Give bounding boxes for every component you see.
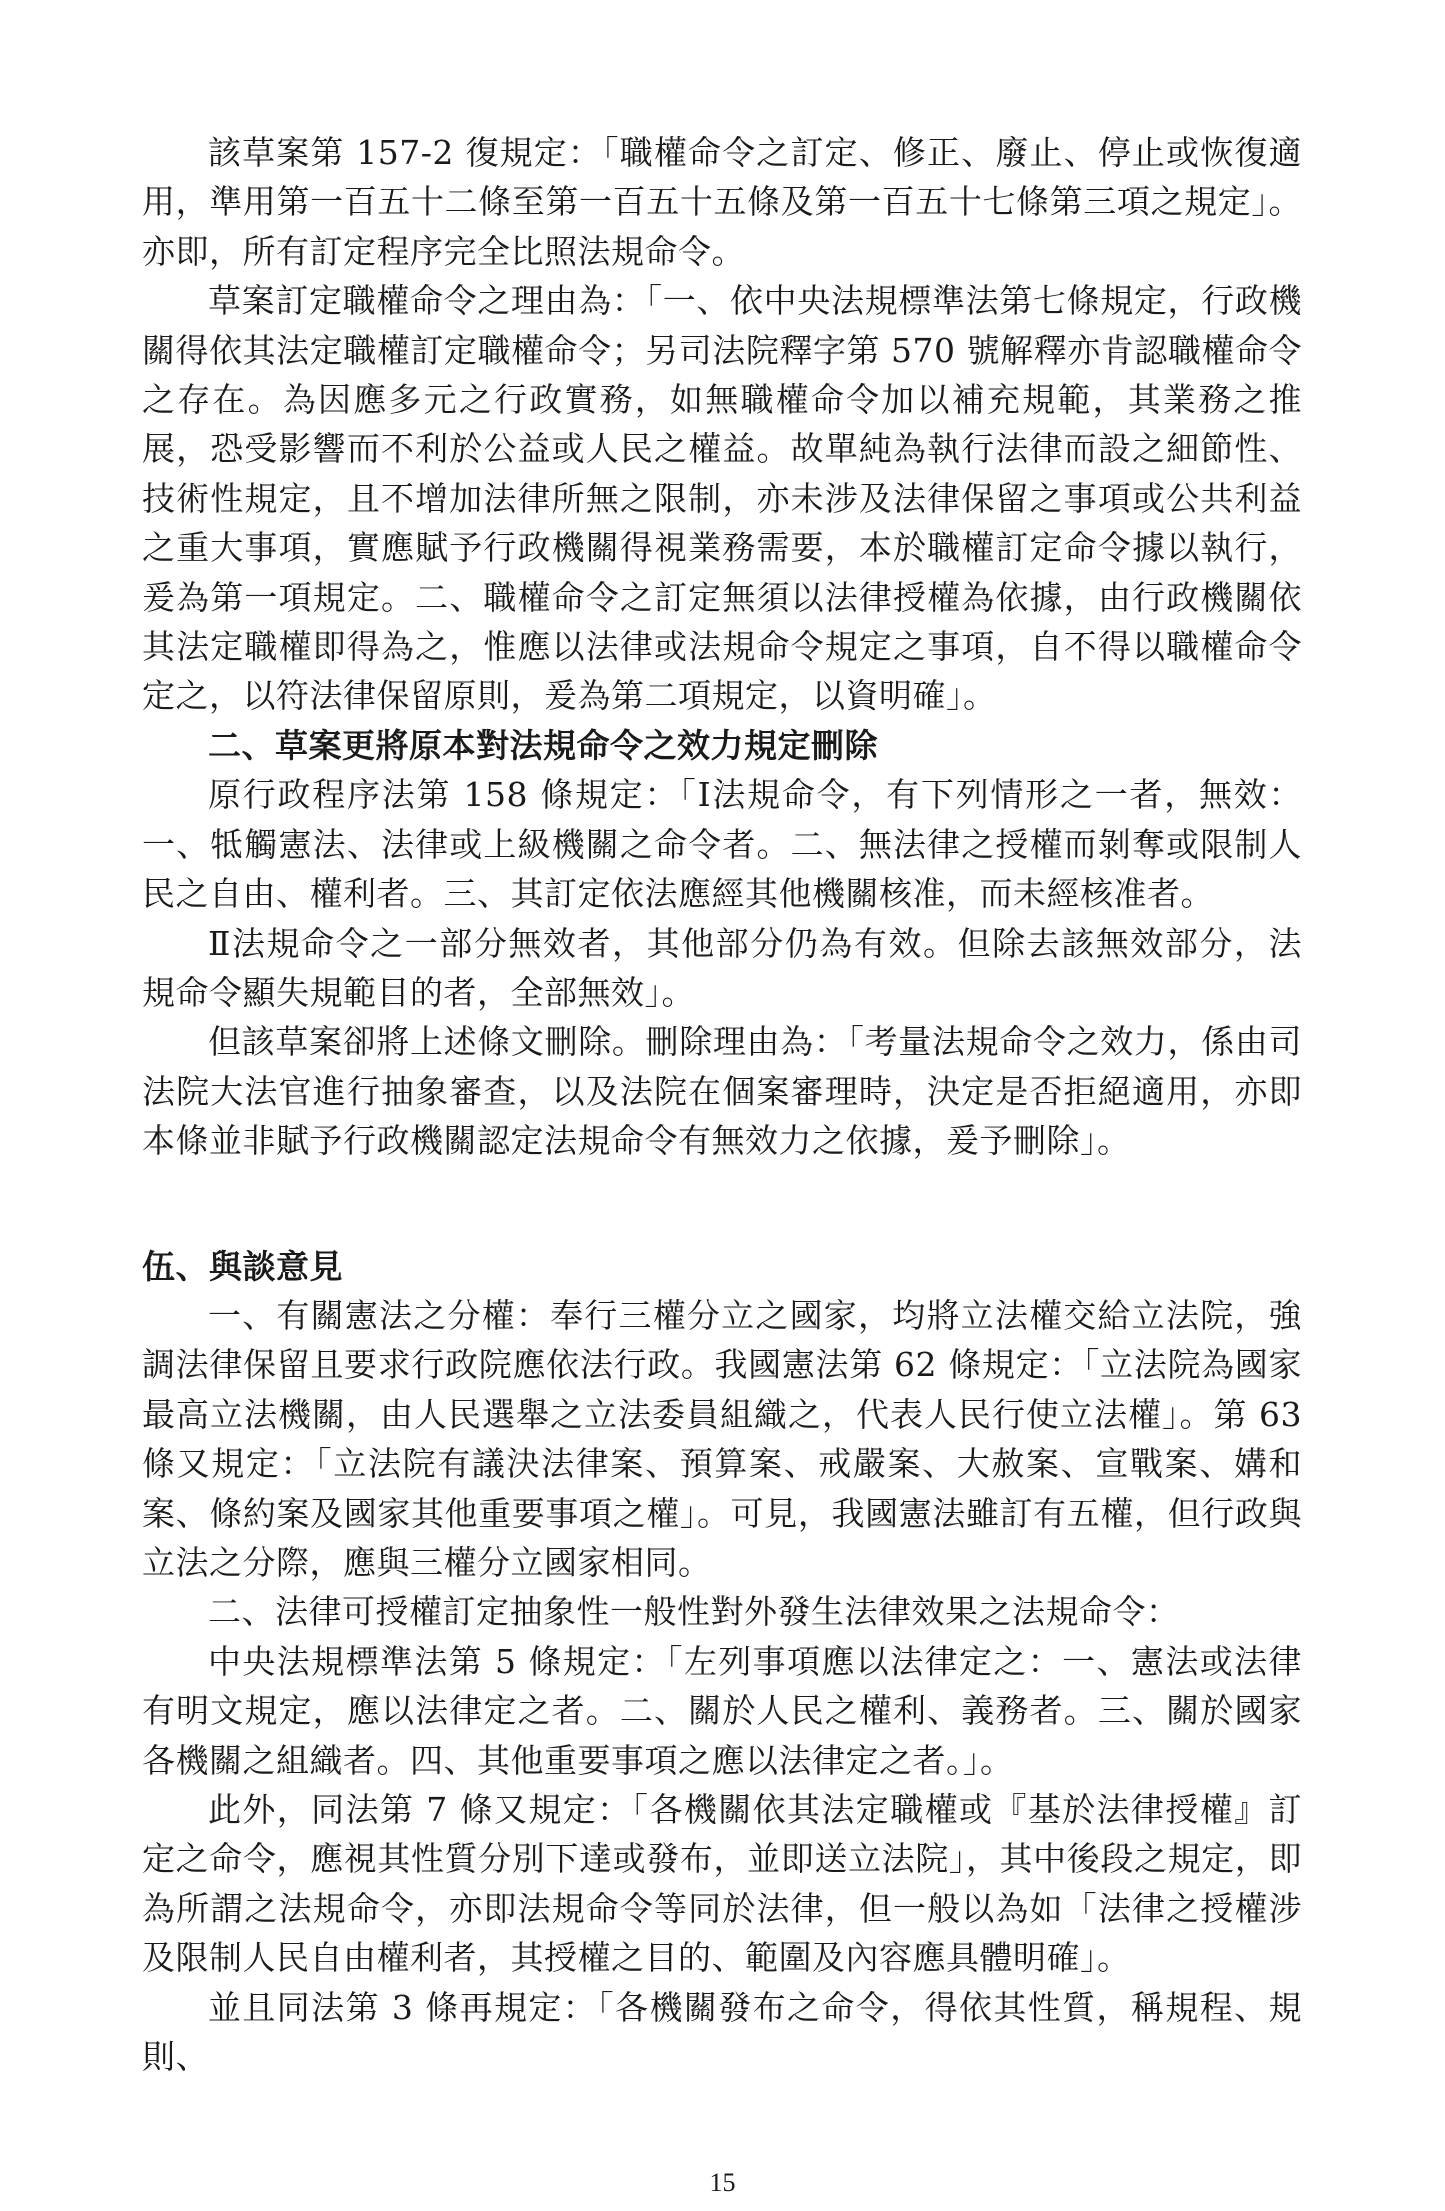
paragraph-draft-157-2: 該草案第 157-2 復規定：「職權命令之訂定、修正、廢止、停止或恢復適用，準用第一百五十二條至第一百五十五條及第一百五十七條第三項之規定」。亦即，所有訂定程序完全比照法規命令。 — [142, 133, 1302, 271]
paragraph-article-158-part2: Ⅱ法規命令之一部分無效者，其他部分仍為有效。但除去該無效部分，法規命令顯失規範目的者，全部無效」。 — [142, 923, 1302, 1012]
section-spacer — [142, 1166, 1302, 1242]
page-body — [142, 128, 1302, 2081]
subheading-deleted-effect: 二、草案更將原本對法規命令之效力規定刪除 — [208, 725, 878, 765]
paragraph-article-158: 原行政程序法第 158 條規定：「Ⅰ法規命令，有下列情形之一者，無效：一、牴觸憲法、法律或上級機關之命令者。二、無法律之授權而剝奪或限制人民之自由、權利者。三、其訂定依法應經其他機關核准，而未經核准者。 — [142, 775, 1302, 914]
section-heading-discussion: 伍、與談意見 — [142, 1246, 343, 1286]
paragraph-separation-of-powers: 一、有關憲法之分權：奉行三權分立之國家，均將立法權交給立法院，強調法律保留且要求行政院應依法行政。我國憲法第 62 條規定：「立法院為國家最高立法機關，由人民選舉之立法委員組織之，代表人民行使立法權」。第 63 條又規定：「立法院有議決法律案、預算案、戒嚴案、大赦案、宣戰案、媾和案、條約案及國家其他重要事項之權」。可見，我國憲法雖訂有五權，但行政與立法之分際，應與三權分立國家相同。 — [142, 1295, 1302, 1582]
paragraph-article-3: 並且同法第 3 條再規定：「各機關發布之命令，得依其性質，稱規程、規則、 — [142, 1987, 1302, 2077]
paragraph-draft-reasons: 草案訂定職權命令之理由為：「一、依中央法規標準法第七條規定，行政機關得依其法定職權訂定職權命令；另司法院釋字第 570 號解釋亦肯認職權命令之存在。為因應多元之行政實務，如無職權命令加以補充規範，其業務之推展，恐受影響而不利於公益或人民之權益。故單純為執行法律而設之細節性、技術性規定，且不增加法律所無之限制，亦未涉及法律保留之事項或公共利益之重大事項，實應賦予行政機關得視業務需要，本於職權訂定命令據以執行，爰為第一項規定。二、職權命令之訂定無須以法律授權為依據，由行政機關依其法定職權即得為之，惟應以法律或法規命令規定之事項，自不得以職權命令定之，以符法律保留原則，爰為第二項規定，以資明確」。 — [142, 281, 1302, 716]
paragraph-authorized-regulations: 二、法律可授權訂定抽象性一般性對外發生法律效果之法規命令： — [208, 1592, 1180, 1632]
page-number: 15 — [709, 2168, 736, 2197]
paragraph-article-7: 此外，同法第 7 條又規定：「各機關依其法定職權或『基於法律授權』訂定之命令，應視其性質分別下達或發布，並即送立法院」，其中後段之規定，即為所謂之法規命令，亦即法規命令等同於法律，但一般以為如「法律之授權涉及限制人民自由權利者，其授權之目的、範圍及內容應具體明確」。 — [142, 1790, 1302, 1978]
paragraph-deletion-reason: 但該草案卻將上述條文刪除。刪除理由為：「考量法規命令之效力，係由司法院大法官進行抽象審查，以及法院在個案審理時，決定是否拒絕適用，亦即本條並非賦予行政機關認定法規命令有無效力之依據，爰予刪除」。 — [142, 1022, 1302, 1161]
paragraph-article-5: 中央法規標準法第 5 條規定：「左列事項應以法律定之：一、憲法或法律有明文規定，應以法律定之者。二、關於人民之權利、義務者。三、關於國家各機關之組織者。四、其他重要事項之應以法律定之者。」。 — [142, 1641, 1302, 1780]
